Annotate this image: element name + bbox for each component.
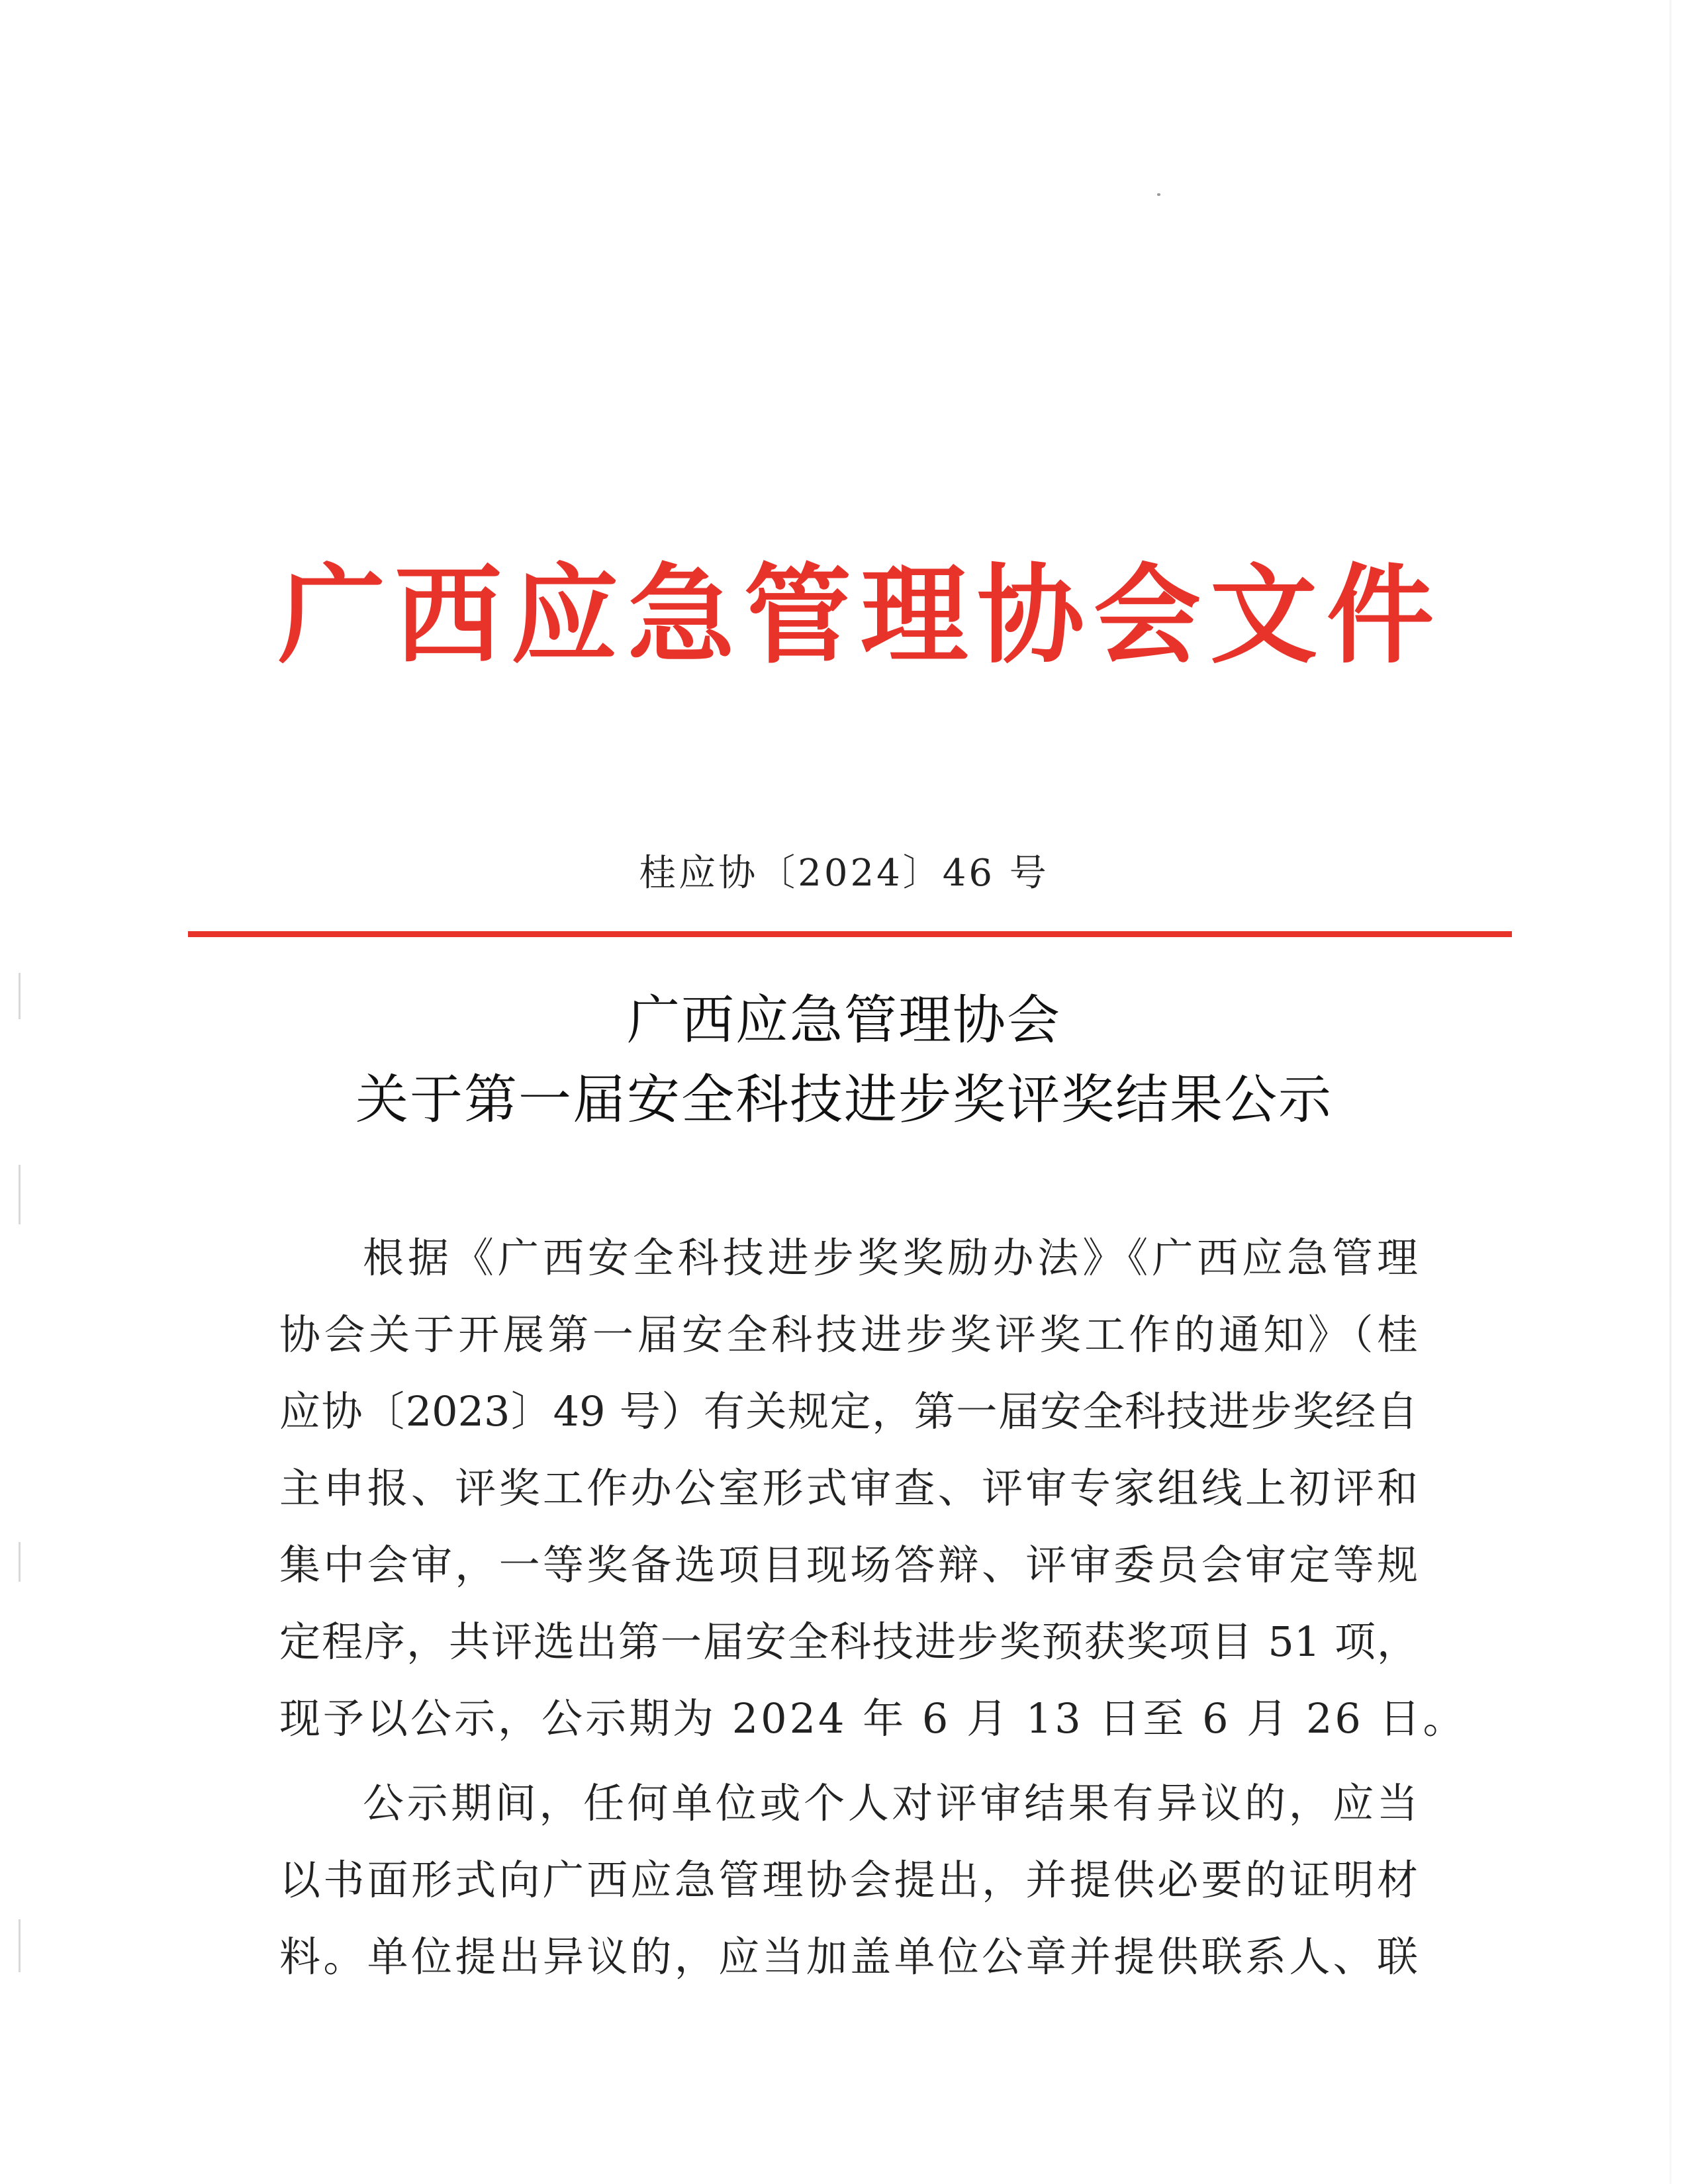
paragraph-2-line: 公示期间，任何单位或个人对评审结果有异议的，应当	[363, 1779, 1418, 1827]
scan-mark	[19, 1165, 21, 1224]
paragraph-1-line: 应协〔2023〕49 号）有关规定，第一届安全科技进步奖经自	[279, 1387, 1418, 1435]
scan-speck	[1157, 193, 1160, 196]
notice-title-line-2: 关于第一届安全科技进步奖评奖结果公示	[355, 1069, 1333, 1130]
paragraph-1-line: 根据《广西安全科技进步奖奖励办法》《广西应急管理	[363, 1234, 1418, 1282]
paragraph-1-line: 现予以公示，公示期为 2024 年 6 月 13 日至 6 月 26 日。	[279, 1694, 1467, 1743]
notice-title-line-1: 广西应急管理协会	[627, 989, 1061, 1051]
masthead-title: 广西应急管理协会文件	[278, 553, 1443, 678]
scan-mark	[19, 1919, 21, 1972]
paragraph-1-line: 定程序，共评选出第一届安全科技进步奖预获奖项目 51 项，	[279, 1617, 1418, 1666]
paragraph-2-line: 料。单位提出异议的，应当加盖单位公章并提供联系人、联	[279, 1933, 1418, 1981]
scan-mark	[19, 1542, 21, 1582]
paragraph-1-line: 集中会审，一等奖备选项目现场答辩、评审委员会审定等规	[279, 1541, 1418, 1589]
paragraph-1-line: 协会关于开展第一届安全科技进步奖评奖工作的通知》（桂	[279, 1310, 1418, 1359]
document-number: 桂应协〔2024〕46 号	[639, 852, 1049, 895]
paragraph-2-line: 以书面形式向广西应急管理协会提出，并提供必要的证明材	[279, 1856, 1418, 1904]
paragraph-1-line: 主申报、评奖工作办公室形式审查、评审专家组线上初评和	[279, 1464, 1418, 1512]
red-separator-line	[188, 931, 1512, 937]
